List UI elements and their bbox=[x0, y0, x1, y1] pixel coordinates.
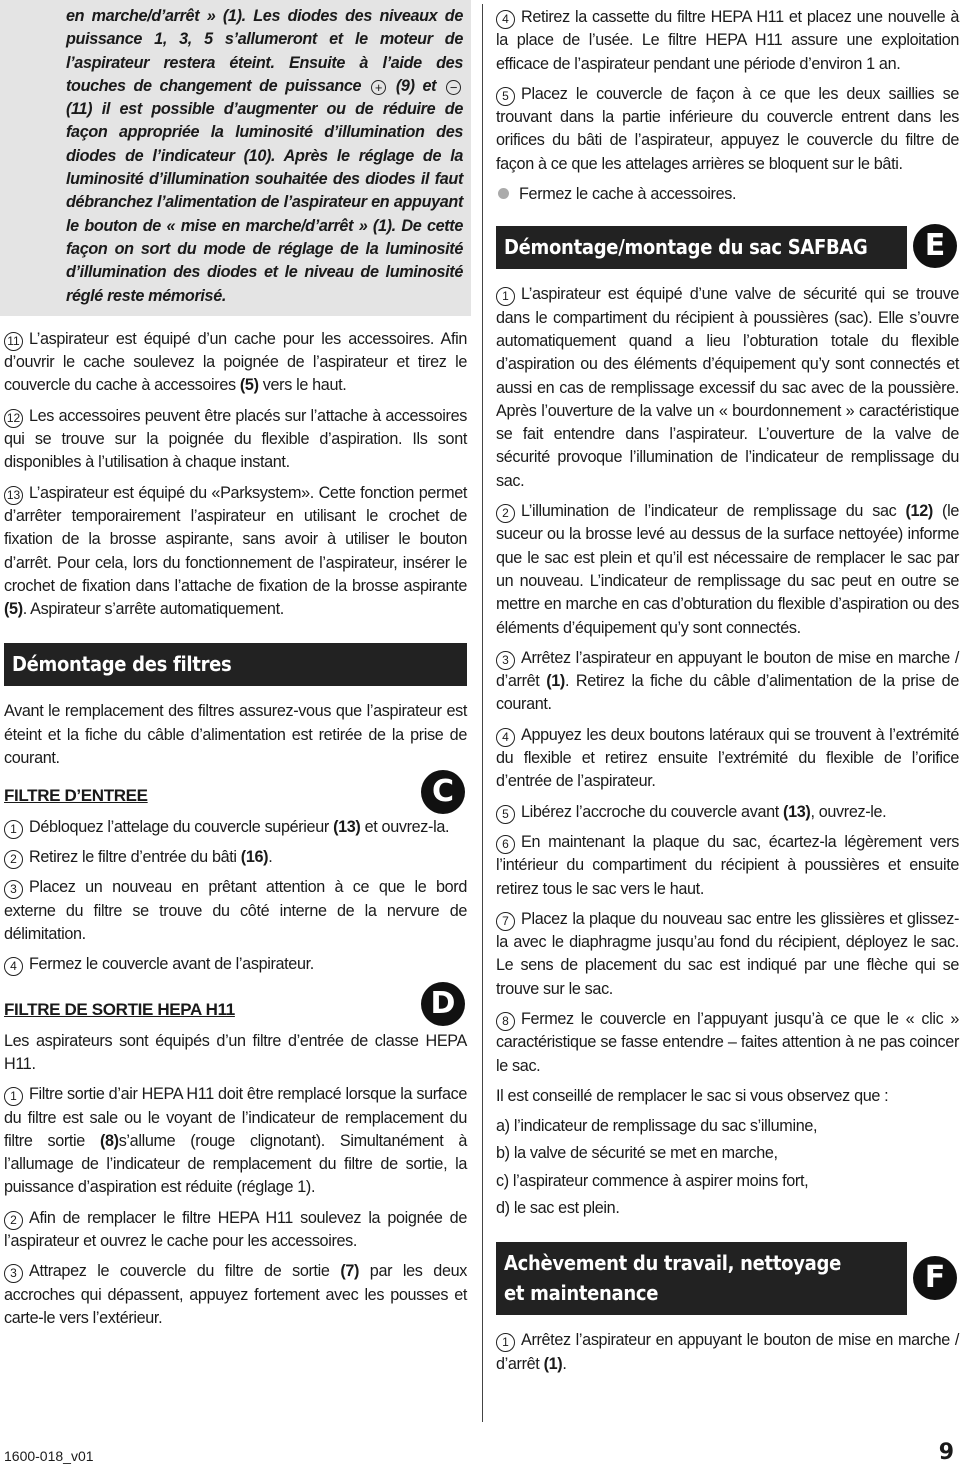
step-number: 1 bbox=[4, 820, 23, 839]
left-column bbox=[4, 0, 467, 1337]
step-text: Débloquez l’attelage du couvercle supérieur bbox=[29, 817, 334, 836]
bullet-text: Fermez le cache à accessoires. bbox=[519, 185, 737, 204]
plus-icon: + bbox=[371, 80, 386, 95]
entree-step-4 bbox=[4, 953, 467, 976]
safbag-step-3 bbox=[496, 647, 959, 717]
filtre-entree-header bbox=[4, 774, 467, 810]
step-text: vers le haut. bbox=[258, 376, 347, 395]
step-ref: (16) bbox=[240, 847, 269, 866]
step-ref: (5) bbox=[4, 600, 23, 619]
step-ref: (13) bbox=[333, 817, 361, 836]
step-text: s’allume (rouge clignotant). Simultanément à l’allumage de l’indicateur de remplacement du filtre de sortie, la puissance d’aspiration est réduite (réglage 1). bbox=[4, 1131, 467, 1197]
step-text: Fermez le couvercle avant de l’aspirateur. bbox=[29, 955, 314, 974]
step-number: 2 bbox=[496, 504, 515, 523]
step-text: par les deux accroches qui dépassent, appuyez fortement avec les pousses et carte-le vers l’extérieur. bbox=[4, 1262, 467, 1327]
safbag-step-6 bbox=[496, 831, 959, 901]
page-number: 9 bbox=[938, 1440, 954, 1465]
safbag-step-8 bbox=[496, 1008, 959, 1078]
step-text: . Aspirateur s’arrête automatiquement. bbox=[22, 600, 284, 619]
step-text: (le suceur ou la brosse levé au dessus de la surface nettoyée) informe que le sac est plein et qu’il est nécessaire de remplacer le sac par un nouveau. L’indicateur de remplissage du sac peut en outre se mettre en marche en cas d’obturation du flexible d’aspiration ou des éléments d’équipement qu’y sont connectés. bbox=[496, 502, 959, 637]
step-number: 3 bbox=[4, 1264, 23, 1283]
step-11 bbox=[4, 328, 467, 398]
entree-step-3 bbox=[4, 876, 467, 946]
sortie-step-1 bbox=[4, 1083, 467, 1199]
step-ref: (13) bbox=[783, 802, 811, 821]
subsection-title-filtre-sortie: FILTRE DE SORTIE HEPA H11 bbox=[4, 1000, 235, 1020]
step-13 bbox=[4, 482, 467, 622]
note-box bbox=[0, 0, 471, 316]
sortie-step-4 bbox=[496, 6, 959, 76]
section-letter-d: D bbox=[421, 982, 465, 1026]
note-text-3: (11) il est possible d’augmenter ou de réduire de façon appropriée la luminosité d’illumination des diodes de l’indicateur (10). Après le réglage de la luminosité d’illumination souhaitée des diodes il faut débranchez l’alimentation de l’aspirateur en appuyant le bouton de « mise en marche/d’arrêt » (1). De cette façon on sort du mode de réglage de la luminosité d’illumination des diodes et le niveau de luminosité réglé reste mémorisé. bbox=[66, 100, 463, 305]
step-number: 6 bbox=[496, 835, 515, 854]
step-ref: (8) bbox=[99, 1131, 119, 1150]
safbag-step-2 bbox=[496, 500, 959, 640]
right-column bbox=[496, 6, 959, 1383]
step-number: 4 bbox=[496, 728, 515, 747]
entree-step-2 bbox=[4, 846, 467, 869]
step-text: Placez la plaque du nouveau sac entre les glissières et glissez-la avec le diaphragme jusqu’au fond du récipient, déployez le sac. Le sens de placement du sac est indiqué par une flèche qui se trouve sur le sac. bbox=[496, 909, 959, 998]
minus-icon: − bbox=[446, 80, 461, 95]
step-number: 7 bbox=[496, 912, 515, 931]
step-text: Placez le couvercle de façon à ce que les deux saillies se trouvant dans la partie inférieure du couvercle entrent dans les orifices du bâti de l’aspirateur, appuyez le couvercle du filtre de façon à ce que les attelages arrières se bloquent sur le bâti. bbox=[496, 84, 959, 173]
safbag-step-5 bbox=[496, 801, 959, 824]
bullet-item bbox=[496, 183, 959, 206]
section-letter-c: C bbox=[421, 770, 465, 814]
section-title-filters: Démontage des filtres bbox=[4, 643, 467, 686]
sortie-step-2 bbox=[4, 1207, 467, 1254]
step-number: 13 bbox=[4, 486, 23, 505]
advice-list-item: c) l’aspirateur commence à aspirer moins fort, bbox=[496, 1171, 809, 1190]
step-text: Fermez le couvercle en l’appuyant jusqu’à ce que le « clic » caractéristique se fasse entendre – faites attention à ne pas coincer le sac. bbox=[496, 1009, 959, 1075]
section-title-line: et maintenance bbox=[504, 1281, 659, 1306]
step-ref: (12) bbox=[905, 502, 933, 521]
step-text: L’illumination de l’indicateur de remplissage du sac bbox=[521, 502, 906, 521]
filters-intro: Avant le remplacement des filtres assurez-vous que l’aspirateur est éteint et la fiche du câble d’alimentation est retirée de la prise de courant. bbox=[4, 702, 467, 768]
step-ref: (5) bbox=[239, 376, 259, 395]
step-number: 2 bbox=[4, 1211, 23, 1230]
step-number: 4 bbox=[496, 10, 515, 29]
step-number: 1 bbox=[496, 1333, 515, 1352]
advice-list-item: d) le sac est plein. bbox=[496, 1199, 620, 1218]
safbag-step-4 bbox=[496, 724, 959, 794]
advice-list-item: b) la valve de sécurité se met en marche, bbox=[496, 1144, 778, 1163]
step-text: Arrêtez l’aspirateur en appuyant le bouton de mise en marche / d’arrêt bbox=[496, 1331, 959, 1373]
step-text: Afin de remplacer le filtre HEPA H11 soulevez la poignée de l’aspirateur et ouvrez le cache pour les accessoires. bbox=[4, 1208, 467, 1251]
step-number: 3 bbox=[496, 651, 515, 670]
step-12 bbox=[4, 405, 467, 475]
step-number: 2 bbox=[4, 850, 23, 869]
entree-step-1 bbox=[4, 816, 467, 839]
safbag-header bbox=[496, 226, 959, 269]
step-text: En maintenant la plaque du sac, écartez-la légèrement vers l’intérieur du compartiment du récipient à poussières et ensuite retirez tous le sac vers le haut. bbox=[496, 832, 959, 898]
step-text: L’aspirateur est équipé d’une valve de sécurité qui se trouve dans le compartiment du récipient à poussières (sac). Elle s’ouvre automatiquement quand a lieu l’obturation totale du flexible d’aspiration ou des éléments d’équipement qu’y sont connectés et aussi en cas de remplissage excessif du sac avec de la poussière. Après l’ouverture de la valve un « bourdonnement » caractéristique se fait entendre dans l’aspirateur. L’ouverture de la valve de sécurité provoque l’illumination de l’indicateur de remplissage du sac. bbox=[496, 285, 959, 490]
sortie-intro: Les aspirateurs sont équipés d’un filtre d’entrée de classe HEPA H11. bbox=[4, 1031, 467, 1073]
step-number: 3 bbox=[4, 880, 23, 899]
step-text: et ouvrez-la. bbox=[360, 817, 450, 836]
sortie-step-3 bbox=[4, 1260, 467, 1330]
step-number: 1 bbox=[496, 287, 515, 306]
filtre-sortie-header bbox=[4, 986, 467, 1022]
step-text: Attrapez le couvercle du filtre de sortie bbox=[29, 1262, 341, 1281]
step-text: , ouvrez-le. bbox=[810, 802, 887, 821]
step-text: . Retirez la fiche du câble d’alimentation de la prise de courant. bbox=[496, 672, 959, 714]
step-number: 1 bbox=[4, 1087, 23, 1106]
step-text: Les accessoires peuvent être placés sur l’attache à accessoires qui se trouve sur la poignée du flexible d’aspiration. Ils sont disponibles à l’utilisation à chaque instant. bbox=[4, 406, 467, 472]
step-text: Appuyez les deux boutons latéraux qui se trouvent à l’extrémité du flexible et retirez ensuite l’extrémité du flexible de l’orifice d’entrée de l’aspirateur. bbox=[496, 725, 959, 791]
step-number: 5 bbox=[496, 805, 515, 824]
safbag-step-1 bbox=[496, 283, 959, 493]
document-code: 1600-018_v01 bbox=[4, 1448, 94, 1464]
section-title-line: Achèvement du travail, nettoyage bbox=[504, 1251, 841, 1276]
step-ref: (1) bbox=[546, 672, 565, 691]
section-letter-f: F bbox=[913, 1256, 957, 1300]
step-text: Placez un nouveau en prêtant attention à ce que le bord externe du filtre se trouve du côté interne de la nervure de délimitation. bbox=[4, 878, 467, 943]
step-text: Arrêtez l’aspirateur en appuyant le bouton de mise en marche / d’arrêt bbox=[496, 648, 959, 691]
step-ref: (1) bbox=[543, 1354, 563, 1373]
section-letter-e: E bbox=[913, 224, 957, 268]
maintenance-header bbox=[496, 1242, 959, 1315]
step-text: Retirez la cassette du filtre HEPA H11 et placez une nouvelle à la place de l’usée. Le filtre HEPA H11 assure une exploitation efficace de l’aspirateur pendant une période d’environ 1 an. bbox=[496, 8, 959, 73]
maintenance-step-1 bbox=[496, 1329, 959, 1376]
step-number: 11 bbox=[4, 332, 23, 351]
column-divider bbox=[482, 4, 483, 1422]
bullet-dot-icon bbox=[498, 188, 509, 199]
step-number: 5 bbox=[496, 87, 515, 106]
safbag-step-7 bbox=[496, 908, 959, 1001]
step-number: 8 bbox=[496, 1012, 515, 1031]
note-text-1: en marche/d’arrêt » (1). Les diodes des niveaux de puissance 1, 3, 5 s’allumeront et le moteur de l’aspirateur restera éteint. Ensuite à l’aide des touches de changement de puissance bbox=[66, 7, 463, 95]
step-text: L’aspirateur est équipé du «Parksystem». Cette fonction permet d’arrêter temporairement l’aspirateur en utilisant le crochet de fixation de la brosse aspirante, sans avoir à utiliser le bouton d’arrêt. Pour cela, lors du fonctionnement de l’aspirateur, insérer le crochet de fixation dans l’attache de fixation de la brosse aspirante bbox=[4, 483, 467, 595]
subsection-title-filtre-entree: FILTRE D’ENTREE bbox=[4, 786, 148, 806]
step-number: 12 bbox=[4, 409, 23, 428]
step-text: Filtre sortie d’air HEPA H11 doit être remplacé lorsque la surface du filtre est sale ou le voyant de l’indicateur de remplacement du filtre sortie bbox=[4, 1085, 467, 1150]
sortie-step-5 bbox=[496, 83, 959, 176]
step-text: . bbox=[268, 847, 273, 866]
step-number: 4 bbox=[4, 957, 23, 976]
safbag-advice: Il est conseillé de remplacer le sac si vous observez que : bbox=[496, 1086, 889, 1105]
step-text: . bbox=[562, 1354, 567, 1373]
step-ref: (7) bbox=[340, 1262, 360, 1281]
advice-list-item: a) l’indicateur de remplissage du sac s’illumine, bbox=[496, 1117, 818, 1136]
section-title-safbag: Démontage/montage du sac SAFBAG bbox=[496, 226, 907, 269]
step-text: L’aspirateur est équipé d’un cache pour les accessoires. Afin d’ouvrir le cache soulevez la poignée de l’aspirateur et tirez le couvercle du cache à accessoires bbox=[4, 329, 467, 395]
step-text: Libérez l’accroche du couvercle avant bbox=[521, 802, 784, 821]
step-text: Retirez le filtre d’entrée du bâti bbox=[29, 847, 241, 866]
section-title-maintenance bbox=[496, 1242, 907, 1315]
note-text-2: (9) et bbox=[395, 76, 437, 95]
